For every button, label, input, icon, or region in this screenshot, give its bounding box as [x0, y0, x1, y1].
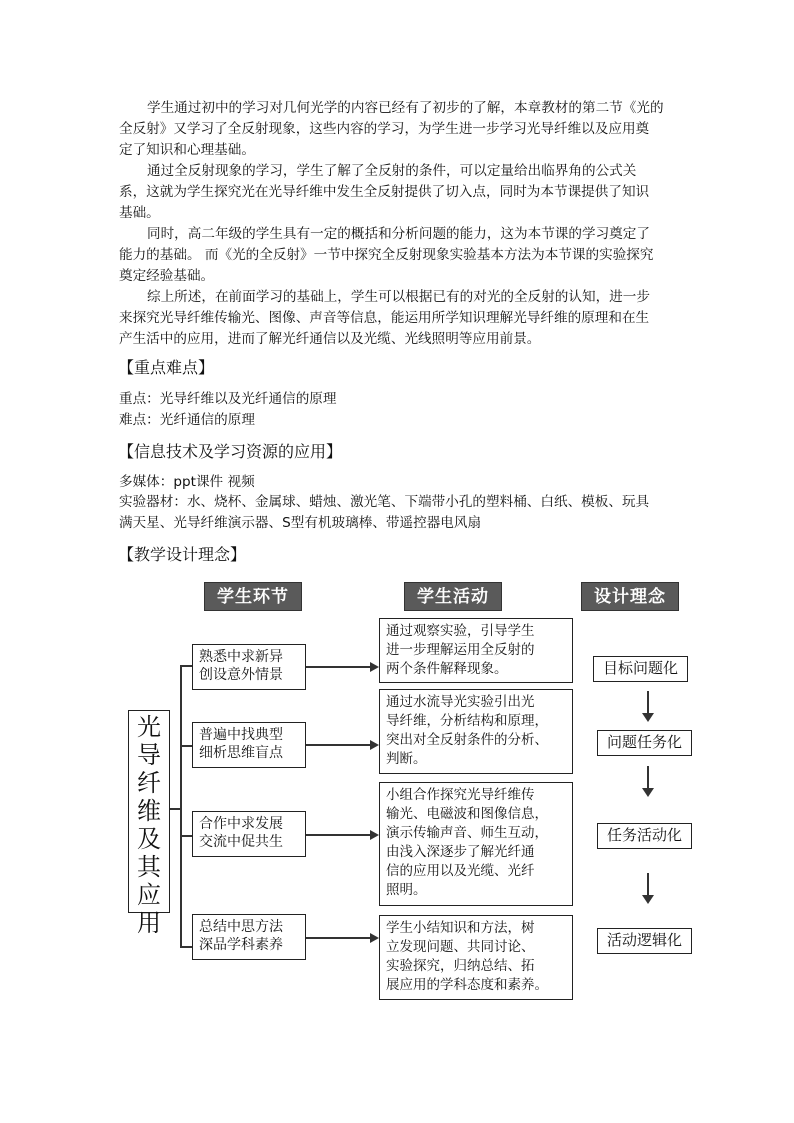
arrow-line — [306, 666, 370, 668]
text-line: 来探究光导纤维传输光、图像、声音等信息，能运用所学知识理解光导纤维的原理和在生 — [119, 310, 650, 326]
arrow-line — [647, 873, 649, 897]
arrow-line — [306, 744, 370, 746]
intro-paragraph-2 — [119, 161, 679, 224]
stage-line: 深品学科素养 — [199, 937, 283, 953]
activity-box-2 — [379, 689, 573, 774]
activity-line: 小组合作探究光导纤维传 — [386, 787, 535, 803]
stage-line: 创设意外情景 — [199, 667, 283, 683]
text-line: 系，这就为学生探究光在光导纤维中发生全反射提供了切入点，同时为本节课提供了知识 — [119, 184, 650, 200]
activity-line: 通过观察实验，引导学生 — [386, 623, 535, 639]
text-line: 通过全反射现象的学习，学生了解了全反射的条件，可以定量给出临界角的公式关 — [147, 163, 637, 179]
activity-line: 两个条件解释现象。 — [386, 661, 508, 677]
activity-line: 信的应用以及光缆、光纤 — [386, 863, 535, 879]
key-point-text: 重点：光导纤维以及光纤通信的原理 — [119, 391, 337, 407]
concept-box-3: 任务活动化 — [597, 823, 692, 849]
arrow-right-icon — [370, 830, 379, 840]
activity-column-header: 学生活动 — [404, 582, 502, 611]
activity-line: 学生小结知识和方法，树 — [386, 920, 535, 936]
text-line: 奠定经验基础。 — [119, 268, 215, 284]
design-heading: 【教学设计理念】 — [118, 545, 247, 564]
title-char: 用 — [137, 909, 161, 937]
activity-line: 展应用的学科态度和素养。 — [386, 977, 548, 993]
activity-line: 立发现问题、共同讨论、 — [386, 939, 535, 955]
activity-line: 实验探究，归纳总结、拓 — [386, 958, 535, 974]
media-text: 多媒体：ppt课件 视频 — [119, 474, 255, 490]
arrow-line — [647, 766, 649, 790]
intro-paragraph-1 — [119, 98, 679, 161]
equipment-text-line-2: 满天星、光导纤维演示器、S型有机玻璃棒、带遥控器电风扇 — [119, 515, 482, 531]
arrow-down-icon — [642, 788, 654, 797]
activity-line: 输光、电磁波和图像信息， — [386, 806, 548, 822]
activity-line: 由浅入深逐步了解光纤通 — [386, 844, 535, 860]
arrow-down-icon — [642, 895, 654, 904]
activity-box-4 — [379, 915, 573, 1000]
arrow-line — [306, 937, 370, 939]
stage-box-2 — [192, 722, 306, 768]
text-line: 全反射》又学习了全反射现象，这些内容的学习，为学生进一步学习光导纤维以及应用奠 — [119, 121, 650, 137]
key-points-heading: 【重点难点】 — [118, 358, 215, 377]
stage-box-4 — [192, 914, 306, 960]
bracket-vertical-line — [180, 665, 182, 947]
activity-line: 演示传输声音、师生互动， — [386, 825, 548, 841]
concept-column-header: 设计理念 — [581, 582, 679, 611]
arrow-line — [306, 834, 370, 836]
stage-column-header: 学生环节 — [204, 582, 302, 611]
activity-line: 突出对全反射条件的分析、 — [386, 732, 548, 748]
title-char: 导 — [137, 741, 161, 769]
stage-box-3 — [192, 811, 306, 857]
text-line: 综上所述，在前面学习的基础上，学生可以根据已有的对光的全反射的认知，进一步 — [147, 289, 650, 305]
concept-box-4: 活动逻辑化 — [597, 928, 692, 954]
stage-line: 细析思维盲点 — [199, 745, 283, 761]
stage-line: 总结中思方法 — [199, 919, 283, 935]
stage-line: 熟悉中求新异 — [199, 649, 283, 665]
intro-paragraph-3 — [119, 224, 679, 287]
activity-box-3 — [379, 782, 573, 906]
equipment-text-line-1: 实验器材：水、烧杯、金属球、蜡烛、激光笔、下端带小孔的塑料桶、白纸、模板、玩具 — [119, 494, 650, 510]
stage-line: 合作中求发展 — [199, 816, 283, 832]
activity-line: 导纤维，分析结构和原理， — [386, 713, 548, 729]
text-line: 定了知识和心理基础。 — [119, 142, 255, 158]
activity-line: 进一步理解运用全反射的 — [386, 642, 535, 658]
concept-box-1: 目标问题化 — [593, 656, 688, 682]
title-char: 及 — [137, 825, 161, 853]
stage-line: 普遍中找典型 — [199, 727, 283, 743]
activity-line: 照明。 — [386, 882, 427, 898]
difficult-point-text: 难点：光纤通信的原理 — [119, 412, 255, 428]
stage-box-1 — [192, 644, 306, 690]
resources-heading: 【信息技术及学习资源的应用】 — [118, 442, 343, 461]
text-line: 同时，高二年级的学生具有一定的概括和分析问题的能力，这为本节课的学习奠定了 — [147, 226, 650, 242]
intro-paragraph-4 — [119, 287, 679, 350]
arrow-right-icon — [370, 662, 379, 672]
topic-title-box — [128, 710, 170, 937]
text-line: 能力的基础。 而《光的全反射》一节中探究全反射现象实验基本方法为本节课的实验探究 — [119, 247, 654, 263]
stage-line: 交流中促共生 — [199, 834, 283, 850]
text-line: 学生通过初中的学习对几何光学的内容已经有了初步的了解，本章教材的第二节《光的 — [147, 100, 664, 116]
title-char: 纤 — [137, 769, 161, 797]
arrow-line — [647, 691, 649, 715]
title-char: 光 — [137, 713, 161, 741]
text-line: 产生活中的应用，进而了解光纤通信以及光缆、光线照明等应用前景。 — [119, 331, 541, 347]
activity-box-1 — [379, 618, 573, 683]
arrow-right-icon — [370, 740, 379, 750]
arrow-down-icon — [642, 713, 654, 722]
title-char: 应 — [137, 881, 161, 909]
title-char: 维 — [137, 797, 161, 825]
arrow-right-icon — [370, 933, 379, 943]
concept-box-2: 问题任务化 — [597, 730, 692, 756]
activity-line: 判断。 — [386, 751, 427, 767]
activity-line: 通过水流导光实验引出光 — [386, 694, 535, 710]
text-line: 基础。 — [119, 205, 160, 221]
title-char: 其 — [137, 853, 161, 881]
